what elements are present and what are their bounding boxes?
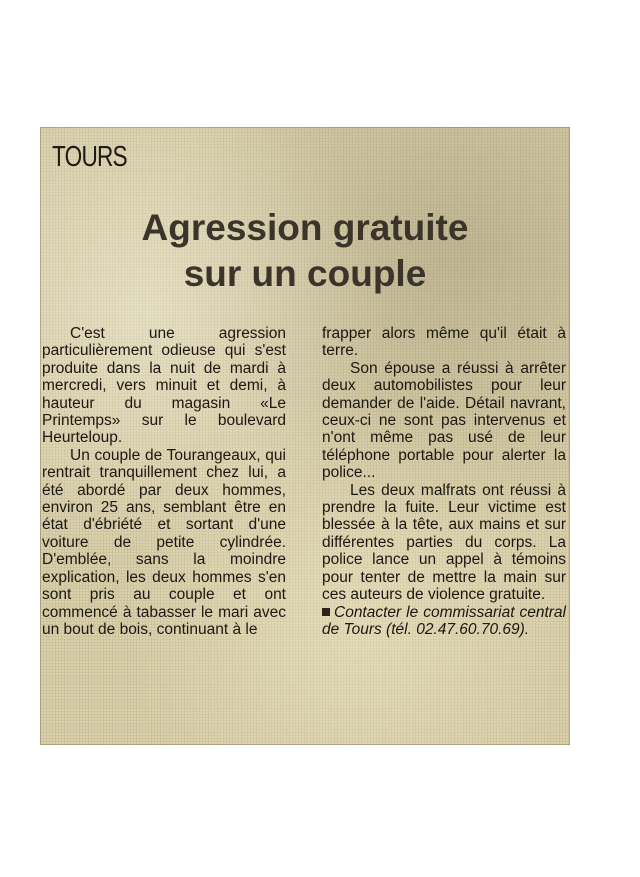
contact-text: Contacter le commissariat central de Tours (tél. 02.47.60.70.69). [322, 603, 566, 638]
headline-line-1: Agression gratuite [141, 207, 469, 248]
paragraph: Un couple de Tourangeaux, qui rentrait tranquillement chez lui, a été abordé par deux hommes, environ 25 ans, semblant être en état d'ébriété et sortant d'une voiture de petite cylindrée. D'emblée, sans la moindre explication, les deux hommes s'en sont pris au couple et ont commencé à tabasser le mari avec un bout de bois, continuant à le [42, 446, 286, 638]
paragraph: frapper alors même qu'il était à terre. [322, 325, 566, 360]
paragraph: C'est une agression particulièrement odieuse qui s'est produite dans la nuit de mardi à mercredi, vers minuit et demi, à hauteur du magasin «Le Printemps» sur le boulevard Heurteloup. [42, 325, 286, 447]
article-column-right [322, 325, 566, 638]
article-headline [40, 205, 570, 297]
section-rubric: TOURS [52, 141, 127, 173]
paragraph: Les deux malfrats ont réussi à prendre la fuite. Leur victime est blessée à la tête, aux mains et sur différentes parties du corps. La police lance un appel à témoins pour tenter de mettre la main sur ces auteurs de violence gratuite. [322, 481, 566, 604]
square-bullet-icon [322, 608, 330, 616]
paragraph: Son épouse a réussi à arrêter deux automobilistes pour leur demander de l'aide. Détail navrant, ceux-ci ne sont pas intervenus et n'ont même pas usé de leur téléphone portable pour alerter la police... [322, 359, 566, 482]
newspaper-clipping [40, 127, 570, 745]
contact-note [322, 604, 566, 639]
article-column-left [42, 325, 286, 638]
headline-line-2: sur un couple [183, 253, 427, 294]
